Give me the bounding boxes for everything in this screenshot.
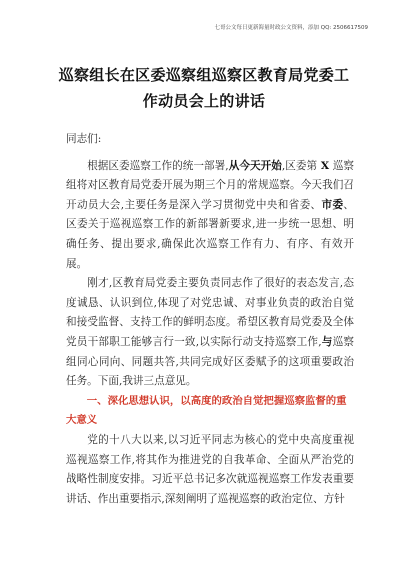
paragraph-2 xyxy=(66,274,354,392)
paragraph-1-bold-a: 从今天开始 xyxy=(228,159,282,172)
paragraph-1 xyxy=(66,157,354,275)
header-note: 七哥公文每日更新海量时政公文资料，添加 QQ: 2506617509 xyxy=(214,25,368,31)
paragraph-1-text-c: 巡察组将对区教育局党委开展为期三个月的常规巡察。今天我们召开动员大会,主要任务是深入学习贯彻党中央和省委、 xyxy=(66,159,354,211)
paragraph-1-text-a: 根据区委巡察工作的统一部署, xyxy=(87,159,229,172)
paragraph-1-text-b: ,区委第 xyxy=(281,159,318,172)
paragraph-2-text-a: 刚才,区教育局党委主要负责同志作了很好的表态发言,态度诚恳、认识到位,体现了对党忠诚、对事业负责的政治自觉和接受监督、支持工作的鲜明态度。希望区教育局党委及全体党员干部职工能够言行一致,以实际行动支持巡察工作, xyxy=(66,277,354,348)
title-line-1: 巡察组长在区委巡察组巡察区教育局党委工 xyxy=(58,66,350,84)
paragraph-2-text-b: 巡察组同心同向、同题共答,共同完成好区委赋予的这项重要政治任务。下面,我讲三点意见。 xyxy=(66,335,355,388)
paragraph-1-bold-b: X xyxy=(317,159,333,172)
document-body xyxy=(66,130,354,509)
section-1-heading: 一、深化思想认识，以高度的政治自觉把握巡察监督的重大意义 xyxy=(66,394,347,427)
paragraph-3: 党的十八大以来,以习近平同志为核心的党中央高度重视巡视巡察工作,将其作为推进党的自我革命、全面从严治党的战略性制度安排。习近平总书记多次就巡视巡察工作发表重要讲话、作出重要指示,深刻阐明了巡视巡察的政治定位、方针 xyxy=(66,433,354,505)
paragraph-1-text-d: 、区委关于巡视巡察工作的新部署新要求,进一步统一思想、明确任务、提出要求,确保此次巡察工作有力、有序、有效开展。 xyxy=(66,198,355,270)
document-title xyxy=(30,62,378,114)
title-line-2: 作动员会上的讲话 xyxy=(142,92,266,110)
paragraph-2-bold-a: 与 xyxy=(321,335,333,348)
greeting: 同志们: xyxy=(66,133,102,145)
paragraph-1-bold-c: 市委 xyxy=(321,198,344,211)
